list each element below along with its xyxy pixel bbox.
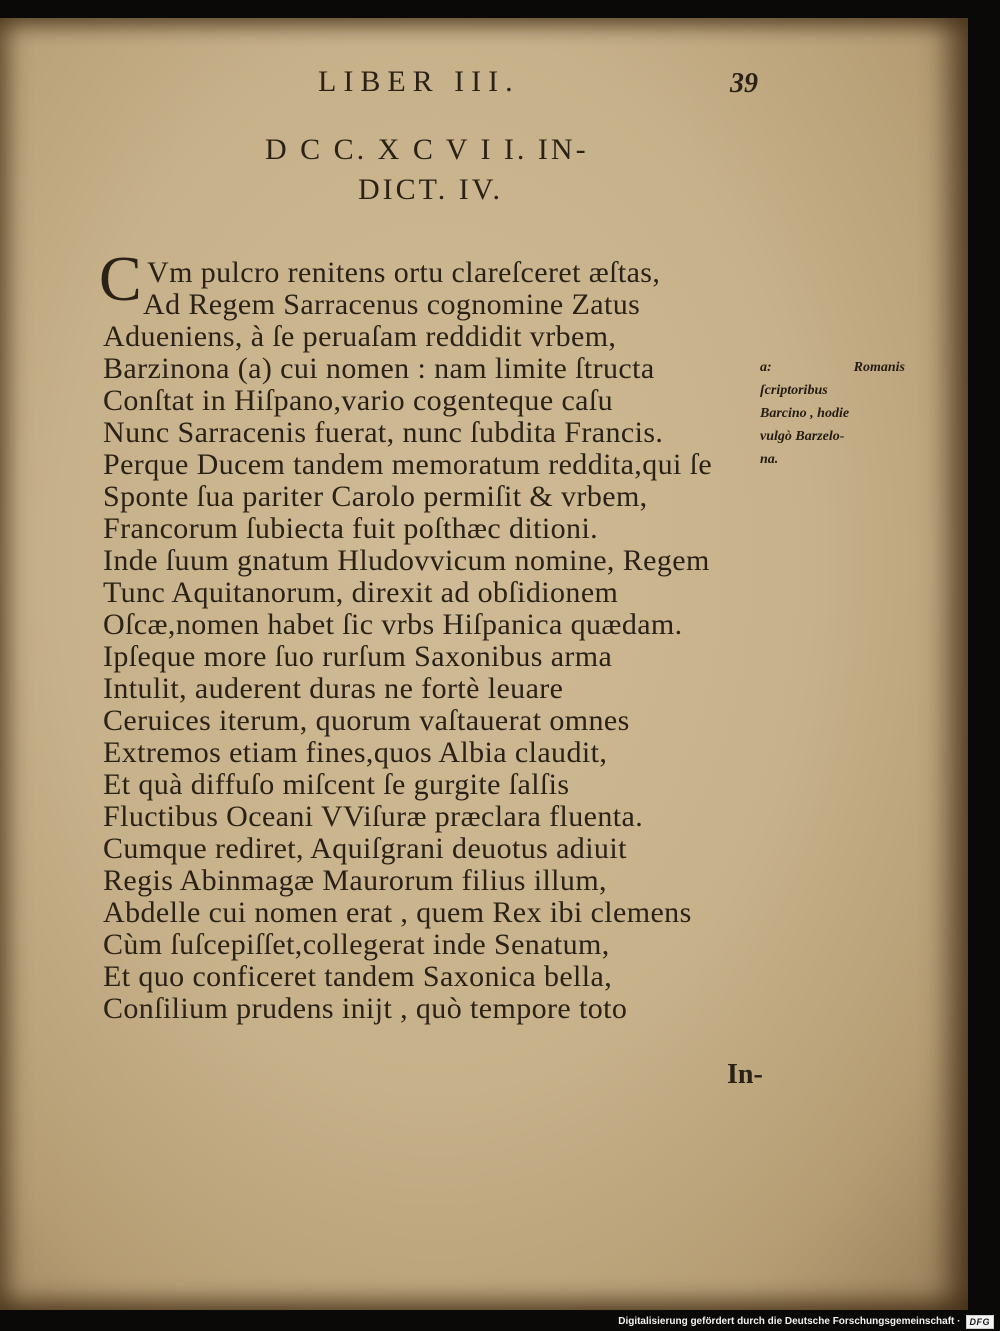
margin-note-line: na. bbox=[760, 452, 779, 467]
verse-line: Tunc Aquitanorum, direxit ad obſidionem bbox=[103, 576, 619, 609]
verse-text bbox=[103, 257, 712, 1025]
drop-cap: C bbox=[99, 243, 142, 314]
credit-text: Digitalisierung gefördert durch die Deutsche Forschungsgemeinschaft · bbox=[618, 1316, 961, 1327]
verse-line: Fluctibus Oceani VViſuræ præclara fluenta. bbox=[103, 800, 644, 833]
verse-line: Sponte ſua pariter Carolo permiſit & vrbem, bbox=[103, 480, 648, 513]
margin-note-marker: a: bbox=[760, 360, 772, 375]
verse-line: Regis Abinmagæ Maurorum filius illum, bbox=[103, 864, 607, 897]
verse-line: Extremos etiam fines,quos Albia claudit, bbox=[103, 736, 608, 769]
margin-note-text: Romanis bbox=[853, 360, 905, 375]
verse-line: Nunc Sarracenis fuerat, nunc ſubdita Francis. bbox=[103, 416, 664, 449]
verse-line: Ceruices iterum, quorum vaſtauerat omnes bbox=[103, 704, 630, 737]
margin-note-line bbox=[760, 356, 905, 379]
verse-line: Abdelle cui nomen erat , quem Rex ibi clemens bbox=[103, 896, 692, 929]
verse-line: Perque Ducem tandem memoratum reddita,qui ſe bbox=[103, 448, 713, 481]
book-page bbox=[0, 18, 968, 1310]
margin-note-line: Barcino , hodie bbox=[760, 406, 850, 421]
verse-line: Conſtat in Hiſpano,vario cogenteque caſu bbox=[103, 384, 614, 417]
catchword: In- bbox=[727, 1059, 763, 1090]
margin-note-line: vulgò Barzelo- bbox=[760, 429, 845, 444]
running-title: LIBER III. bbox=[318, 65, 520, 98]
verse-line: Intulit, auderent duras ne fortè leuare bbox=[103, 672, 564, 705]
verse-line: Francorum ſubiecta fuit poſthæc ditioni. bbox=[103, 512, 599, 545]
verse-line: Et quo conficeret tandem Saxonica bella, bbox=[103, 960, 613, 993]
section-title-line-2: DICT. IV. bbox=[358, 173, 504, 206]
verse-line: Vm pulcro renitens ortu clareſceret æſtas, bbox=[147, 256, 661, 289]
verse-line: Oſcæ,nomen habet ſic vrbs Hiſpanica quædam. bbox=[103, 608, 683, 641]
section-title-line-1: D C C. X C V I I. IN- bbox=[265, 133, 589, 166]
verse-line: Conſilium prudens inijt , quò tempore toto bbox=[103, 992, 628, 1025]
verse-line: Et quà diffuſo miſcent ſe gurgite ſalſis bbox=[103, 768, 570, 801]
margin-note bbox=[760, 356, 905, 471]
digitization-credit bbox=[618, 1313, 994, 1330]
verse-line: Cùm ſuſcepiſſet,collegerat inde Senatum, bbox=[103, 928, 610, 961]
page-number: 39 bbox=[730, 68, 758, 99]
margin-note-line: ſcriptoribus bbox=[760, 383, 828, 398]
verse-line: Adueniens, à ſe peruaſam reddidit vrbem, bbox=[103, 320, 617, 353]
verse-line: Cumque rediret, Aquiſgrani deuotus adiuit bbox=[103, 832, 627, 865]
verse-line: Ad Regem Sarracenus cognomine Zatus bbox=[143, 288, 641, 321]
verse-line: Inde ſuum gnatum Hludovvicum nomine, Regem bbox=[103, 544, 710, 577]
dfg-logo-icon: DFG bbox=[966, 1315, 995, 1329]
verse-line: Barzinona (a) cui nomen : nam limite ſtructa bbox=[103, 352, 655, 385]
verse-line: Ipſeque more ſuo rurſum Saxonibus arma bbox=[103, 640, 613, 673]
